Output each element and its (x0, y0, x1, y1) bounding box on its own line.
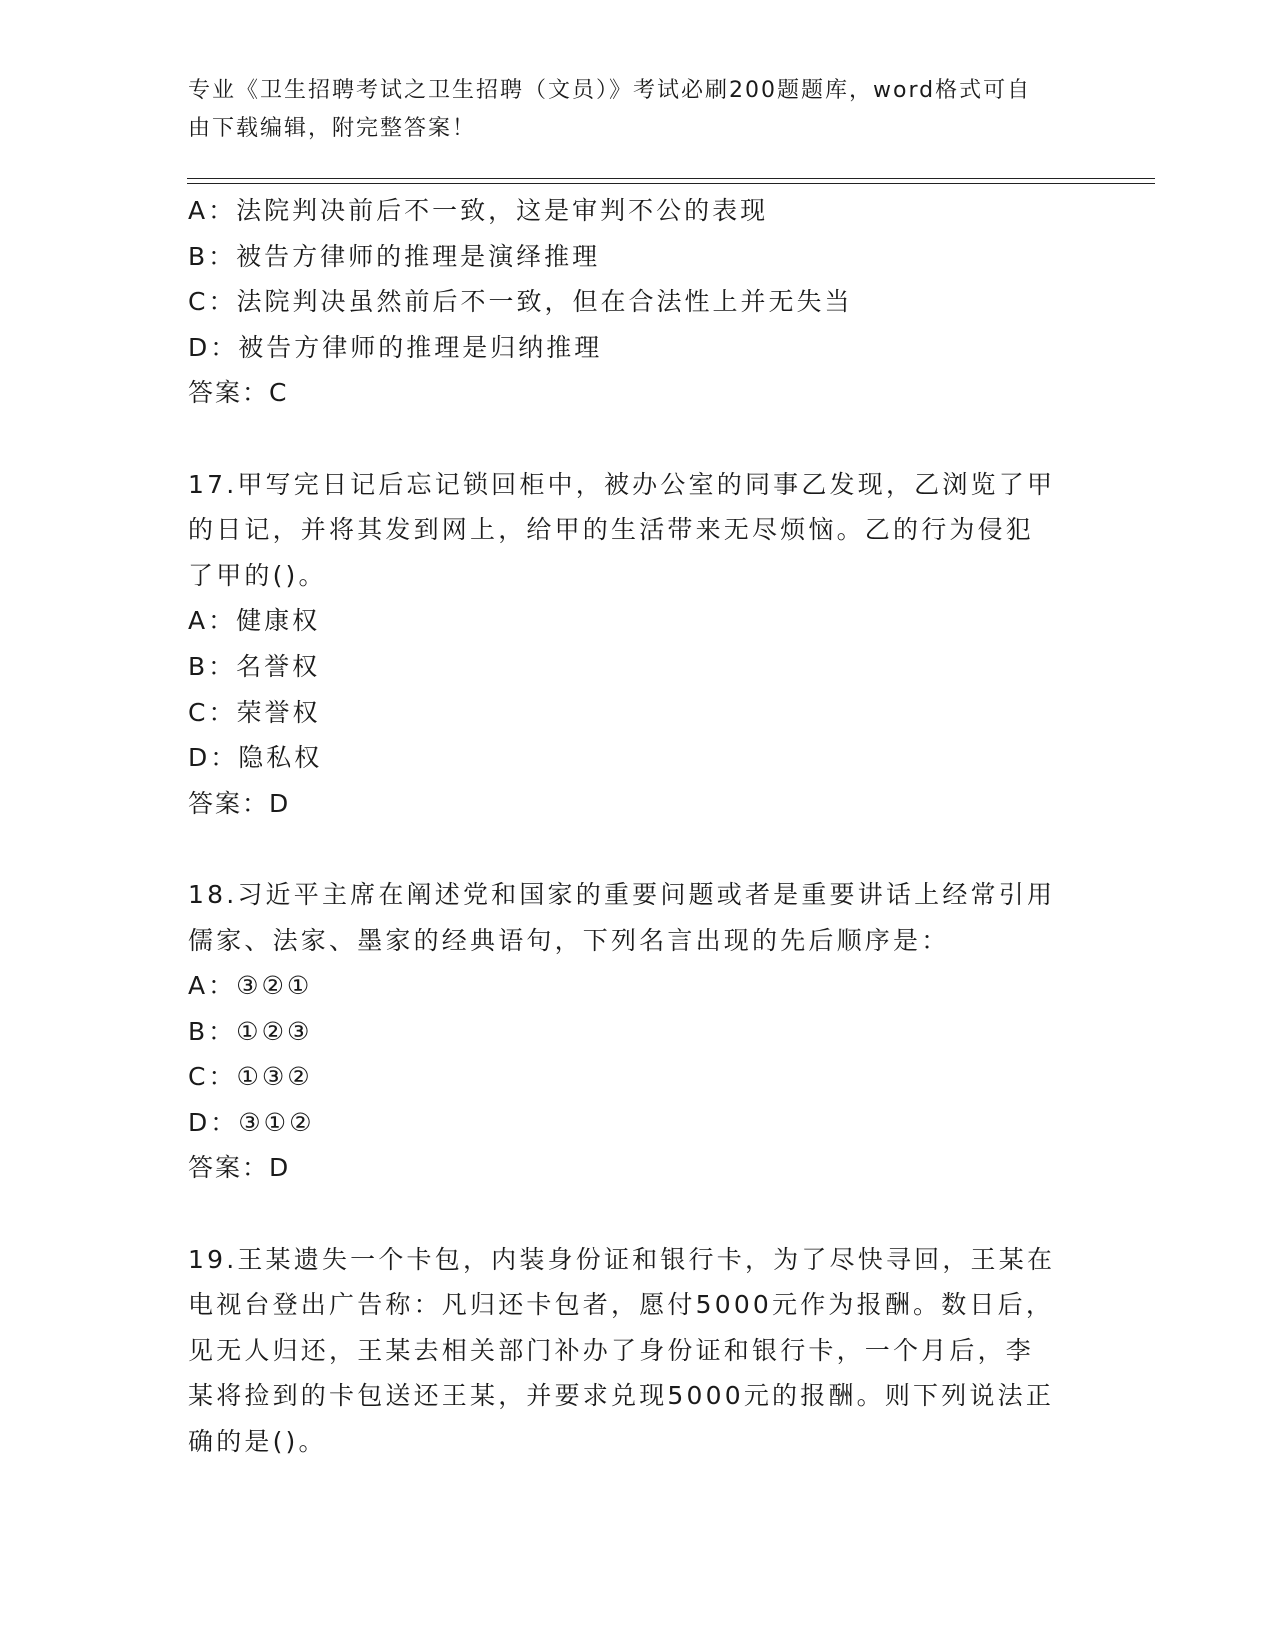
header-divider-top (187, 178, 1155, 179)
question-17 (188, 462, 1088, 827)
option-d: D：隐私权 (188, 743, 323, 773)
option-d: D：被告方律师的推理是归纳推理 (188, 332, 603, 362)
option-c: C：荣誉权 (188, 697, 321, 727)
option-b: B：名誉权 (188, 651, 321, 681)
question-stem-line: 某将捡到的卡包送还王某，并要求兑现5000元的报酬。则下列说法正 (188, 1381, 1055, 1411)
option-c: C：①③② (188, 1062, 313, 1092)
answer-line: 答案：D (188, 1153, 291, 1183)
answer-line: 答案：D (188, 788, 291, 818)
question-stem-line: 了甲的()。 (188, 560, 327, 590)
answer-line: 答案：C (188, 378, 289, 408)
option-a: A：法院判决前后不一致，这是审判不公的表现 (188, 196, 769, 225)
question-content (188, 188, 1088, 1465)
option-c: C：法院判决虽然前后不一致，但在合法性上并无失当 (188, 287, 853, 317)
option-b: B：被告方律师的推理是演绎推理 (188, 241, 601, 271)
header-line-1: 专业《卫生招聘考试之卫生招聘（文员）》考试必刷200题题库，word格式可自 (188, 78, 1032, 103)
question-stem-line: 电视台登出广告称：凡归还卡包者，愿付5000元作为报酬。数日后， (188, 1290, 1055, 1320)
question-stem-line: 见无人归还，王某去相关部门补办了身份证和银行卡，一个月后，李 (188, 1335, 1035, 1365)
document-header (188, 72, 1068, 148)
spacer (188, 416, 1088, 462)
spacer (188, 1191, 1088, 1237)
question-19 (188, 1237, 1088, 1465)
question-stem-line: 儒家、法家、墨家的经典语句，下列名言出现的先后顺序是： (188, 925, 950, 955)
question-stem-line: 17.甲写完日记后忘记锁回柜中，被办公室的同事乙发现，乙浏览了甲 (188, 469, 1056, 499)
spacer (188, 826, 1088, 872)
option-b: B：①②③ (188, 1016, 313, 1046)
option-d: D：③①② (188, 1107, 315, 1137)
question-stem-line: 18.习近平主席在阐述党和国家的重要问题或者是重要讲话上经常引用 (188, 879, 1056, 909)
header-line-2: 由下载编辑，附完整答案！ (188, 116, 477, 141)
question-stem-line: 的日记，并将其发到网上，给甲的生活带来无尽烦恼。乙的行为侵犯 (188, 515, 1035, 545)
question-stem-line: 19.王某遗失一个卡包，内装身份证和银行卡，为了尽快寻回，王某在 (188, 1244, 1056, 1274)
prev-question-block (188, 188, 1088, 416)
option-a: A：③②① (188, 971, 313, 1001)
question-18 (188, 872, 1088, 1191)
header-divider-bottom (187, 183, 1155, 184)
question-stem-line: 确的是()。 (188, 1427, 327, 1457)
option-a: A：健康权 (188, 606, 321, 636)
